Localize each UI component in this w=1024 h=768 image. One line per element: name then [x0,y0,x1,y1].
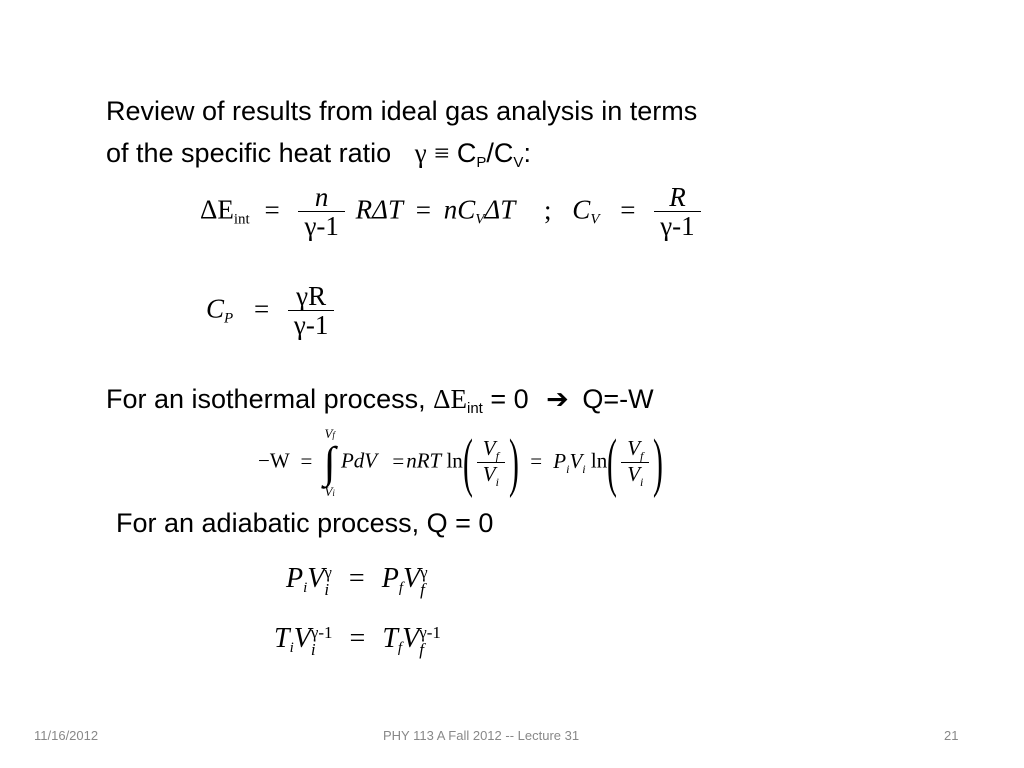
v-i: V [293,623,311,654]
v-f-sub: f [419,639,424,659]
colon: : [523,138,531,168]
v-f-sup: γ-1 [419,622,441,642]
frac-den: γ-1 [654,211,700,242]
equation-cp [206,282,338,341]
p-i-sub: i [303,580,308,596]
frac-den: $V_i$ [477,462,505,489]
lower-limit: Vi [324,483,335,499]
fraction-vf-vi [477,437,505,490]
frac-num: R [669,182,686,212]
equation-e-int [200,183,705,242]
q-equals-minus-w: Q=-W [582,384,654,414]
right-paren: ) [653,426,664,500]
adiabatic-line: For an adiabatic process, Q = 0 [116,508,494,538]
frac-den: $V_i$ [621,462,649,489]
cp: C [206,293,225,324]
footer-page-number: 21 [944,728,959,743]
intro-line-2 [106,137,531,172]
v-i: V [307,563,325,594]
v-f-scripts [419,624,441,658]
fraction-gamma-r [288,282,334,341]
v-i-sup: γ-1 [310,622,333,642]
right-arrow-icon: ➔ [546,384,569,414]
slash: / [486,138,494,168]
equiv-symbol: ≡ [434,138,450,168]
int-sub: int [467,400,483,417]
delta-e-sub: int [233,211,250,228]
equation-adiabat-tv [274,623,441,658]
fraction-r [654,183,700,242]
footer-date: 11/16/2012 [34,728,99,743]
cv-sub: V [475,211,485,228]
left-paren: ( [462,426,473,500]
frac-num: $V_f$ [627,435,644,463]
v-i-sub: i [324,579,330,599]
v-f: V [402,563,421,594]
t-i-sub: i [289,640,294,656]
integral-sign: ∫ [323,438,336,487]
fraction-n [298,183,344,242]
frac-num: n [314,182,329,212]
t-i: T [274,623,290,654]
v-i-scripts [311,624,333,658]
eq-sign: = [530,448,543,473]
v-i-scripts [324,564,332,598]
cv: C [572,194,591,225]
eq-sign: = [392,448,405,473]
cv-subscript: V [590,211,600,228]
v-i-sub: i [310,639,316,659]
n-c: nC [443,194,476,225]
frac-num: γR [296,281,327,311]
cv-sub: V [513,154,524,171]
eq-sign: = [300,448,313,473]
integral [324,426,336,500]
v-i-sup: γ [324,562,332,582]
p-f-sub: f [398,580,403,596]
cp-sub: P [476,154,487,171]
isothermal-line [106,383,654,418]
eq-sign: = [620,194,636,225]
gamma-symbol: γ [414,138,427,168]
isothermal-text: For an isothermal process, [106,384,426,414]
v-f: V [402,623,420,654]
minus-w: −W [258,448,290,473]
frac-num: $V_f$ [482,435,499,463]
cv-c: C [493,138,514,168]
n-r-t: nRT [406,448,442,473]
eq-sign: = [349,623,366,654]
v-f-scripts [420,564,428,598]
left-paren: ( [607,426,618,500]
ln: ln [446,448,463,473]
eq-sign: = [415,194,431,225]
intro-line-2-text: of the specific heat ratio [106,138,392,168]
r-delta-t: RΔT [355,194,403,225]
p-f: P [381,563,399,594]
fraction-vf-vi-2 [621,437,649,490]
cp-c: C [456,138,477,168]
p-i: P [286,563,304,594]
ln: ln [590,448,608,473]
p-i: $P_iV_i$ [553,448,586,476]
footer-course: PHY 113 A Fall 2012 -- Lecture 31 [383,728,580,743]
right-paren: ) [509,426,519,500]
frac-den: γ-1 [298,211,344,242]
equation-adiabat-pv [286,563,428,598]
eq-sign: = [348,563,365,594]
t-f-sub: f [397,640,403,656]
cp-sub: P [224,310,234,327]
equation-work [258,426,663,500]
eq-sign: = [264,194,280,225]
p-dv: PdV [340,448,378,473]
upper-limit: Vf [324,426,335,441]
v-f-sub: f [420,579,425,599]
frac-den: γ-1 [288,310,334,341]
equals-zero: = 0 [490,384,529,414]
v-f-sup: γ [420,562,428,582]
delta-e: ΔE [200,194,234,225]
delta-t: ΔT [484,194,516,225]
delta-e: ΔE [433,384,467,414]
intro-line-1: Review of results from ideal gas analysis in terms [106,96,698,126]
t-f: T [382,623,398,654]
eq-sign: = [253,293,270,324]
separator: ; [544,194,552,225]
